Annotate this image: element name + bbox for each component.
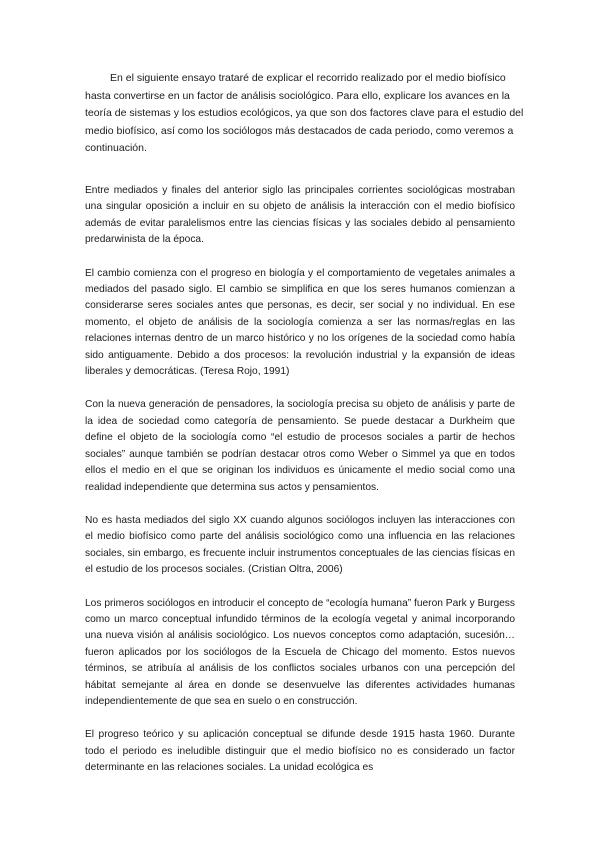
body-paragraph: No es hasta mediados del siglo XX cuando algunos sociólogos incluyen las interacciones con el medio biofísico como parte del análisis sociológico como una influencia en las relaciones sociales, sin embargo, es frecuente incluir instrumentos conceptuales de las ciencias físicas en el estudio de los procesos sociales. (Cristian Oltra, 2006) xyxy=(85,514,515,576)
body-paragraph: Entre mediados y finales del anterior siglo las principales corrientes sociológicas mostraban una singular oposición a incluir en su objeto de análisis la interacción con el medio biofísico además de evitar paralelismos entre las ciencias físicas y las sociales debido al pensamiento predarwinista de la época. xyxy=(85,185,515,246)
body-paragraph: Con la nueva generación de pensadores, la sociología precisa su objeto de análisis y parte de la idea de sociedad como categoría de pensamiento. Se puede destacar a Durkheim que define el objeto de la sociología como “el estudio de procesos sociales a partir de hechos sociales” aunque también se podrían destacar otros como Weber o Simmel ya que en todos ellos el medio en el que se originan los individuos es únicamente el medio social como una realidad independiente que determina sus actos y pensamientos. xyxy=(85,399,515,493)
body-paragraph: El progreso teórico y su aplicación conceptual se difunde desde 1915 hasta 1960. Durante todo el periodo es ineludible distinguir que el medio biofísico no es considerado un factor determinante en las relaciones sociales. La unidad ecológica es xyxy=(85,729,515,774)
body-paragraph: Los primeros sociólogos en introducir el concepto de “ecología humana” fueron Park y Burgess como un marco conceptual infundido términos de la ecología vegetal y animal incorporando una nueva visión al análisis sociológico. Los nuevos conceptos como adaptación, sucesión… fueron aplicados por los sociólogos de la Escuela de Chicago del momento. Estos nuevos términos, se atribuía al análisis de los conflictos sociales urbanos con una percepción del hábitat semejante al área en donde se desenvuelve las diferentes actividades humanas independientemente de que sea en suelo o en construcción. xyxy=(85,597,515,707)
document-body xyxy=(85,183,515,794)
body-paragraph: El cambio comienza con el progreso en biología y el comportamiento de vegetales animales a mediados del pasado siglo. El cambio se simplifica en que los seres humanos comienzan a considerarse seres sociales antes que personas, es decir, ser social y no individual. En ese momento, el objeto de análisis de la sociología comienza a ser las normas/reglas en las relaciones internas dentro de un marco histórico y no los orígenes de la sociedad como había sido antiguamente. Debido a dos procesos: la revolución industrial y la expansión de ideas liberales y democráticas. (Teresa Rojo, 1991) xyxy=(85,267,515,378)
intro-paragraph: En el siguiente ensayo trataré de explicar el recorrido realizado por el medio biofísico hasta convertirse en un factor de análisis sociológico. Para ello, explicare los avances en la teoría de sistemas y los estudios ecológicos, ya que son dos factores clave para el estudio del medio biofísico, así como los sociólogos más destacados de cada periodo, como veremos a continuación. xyxy=(85,72,524,154)
